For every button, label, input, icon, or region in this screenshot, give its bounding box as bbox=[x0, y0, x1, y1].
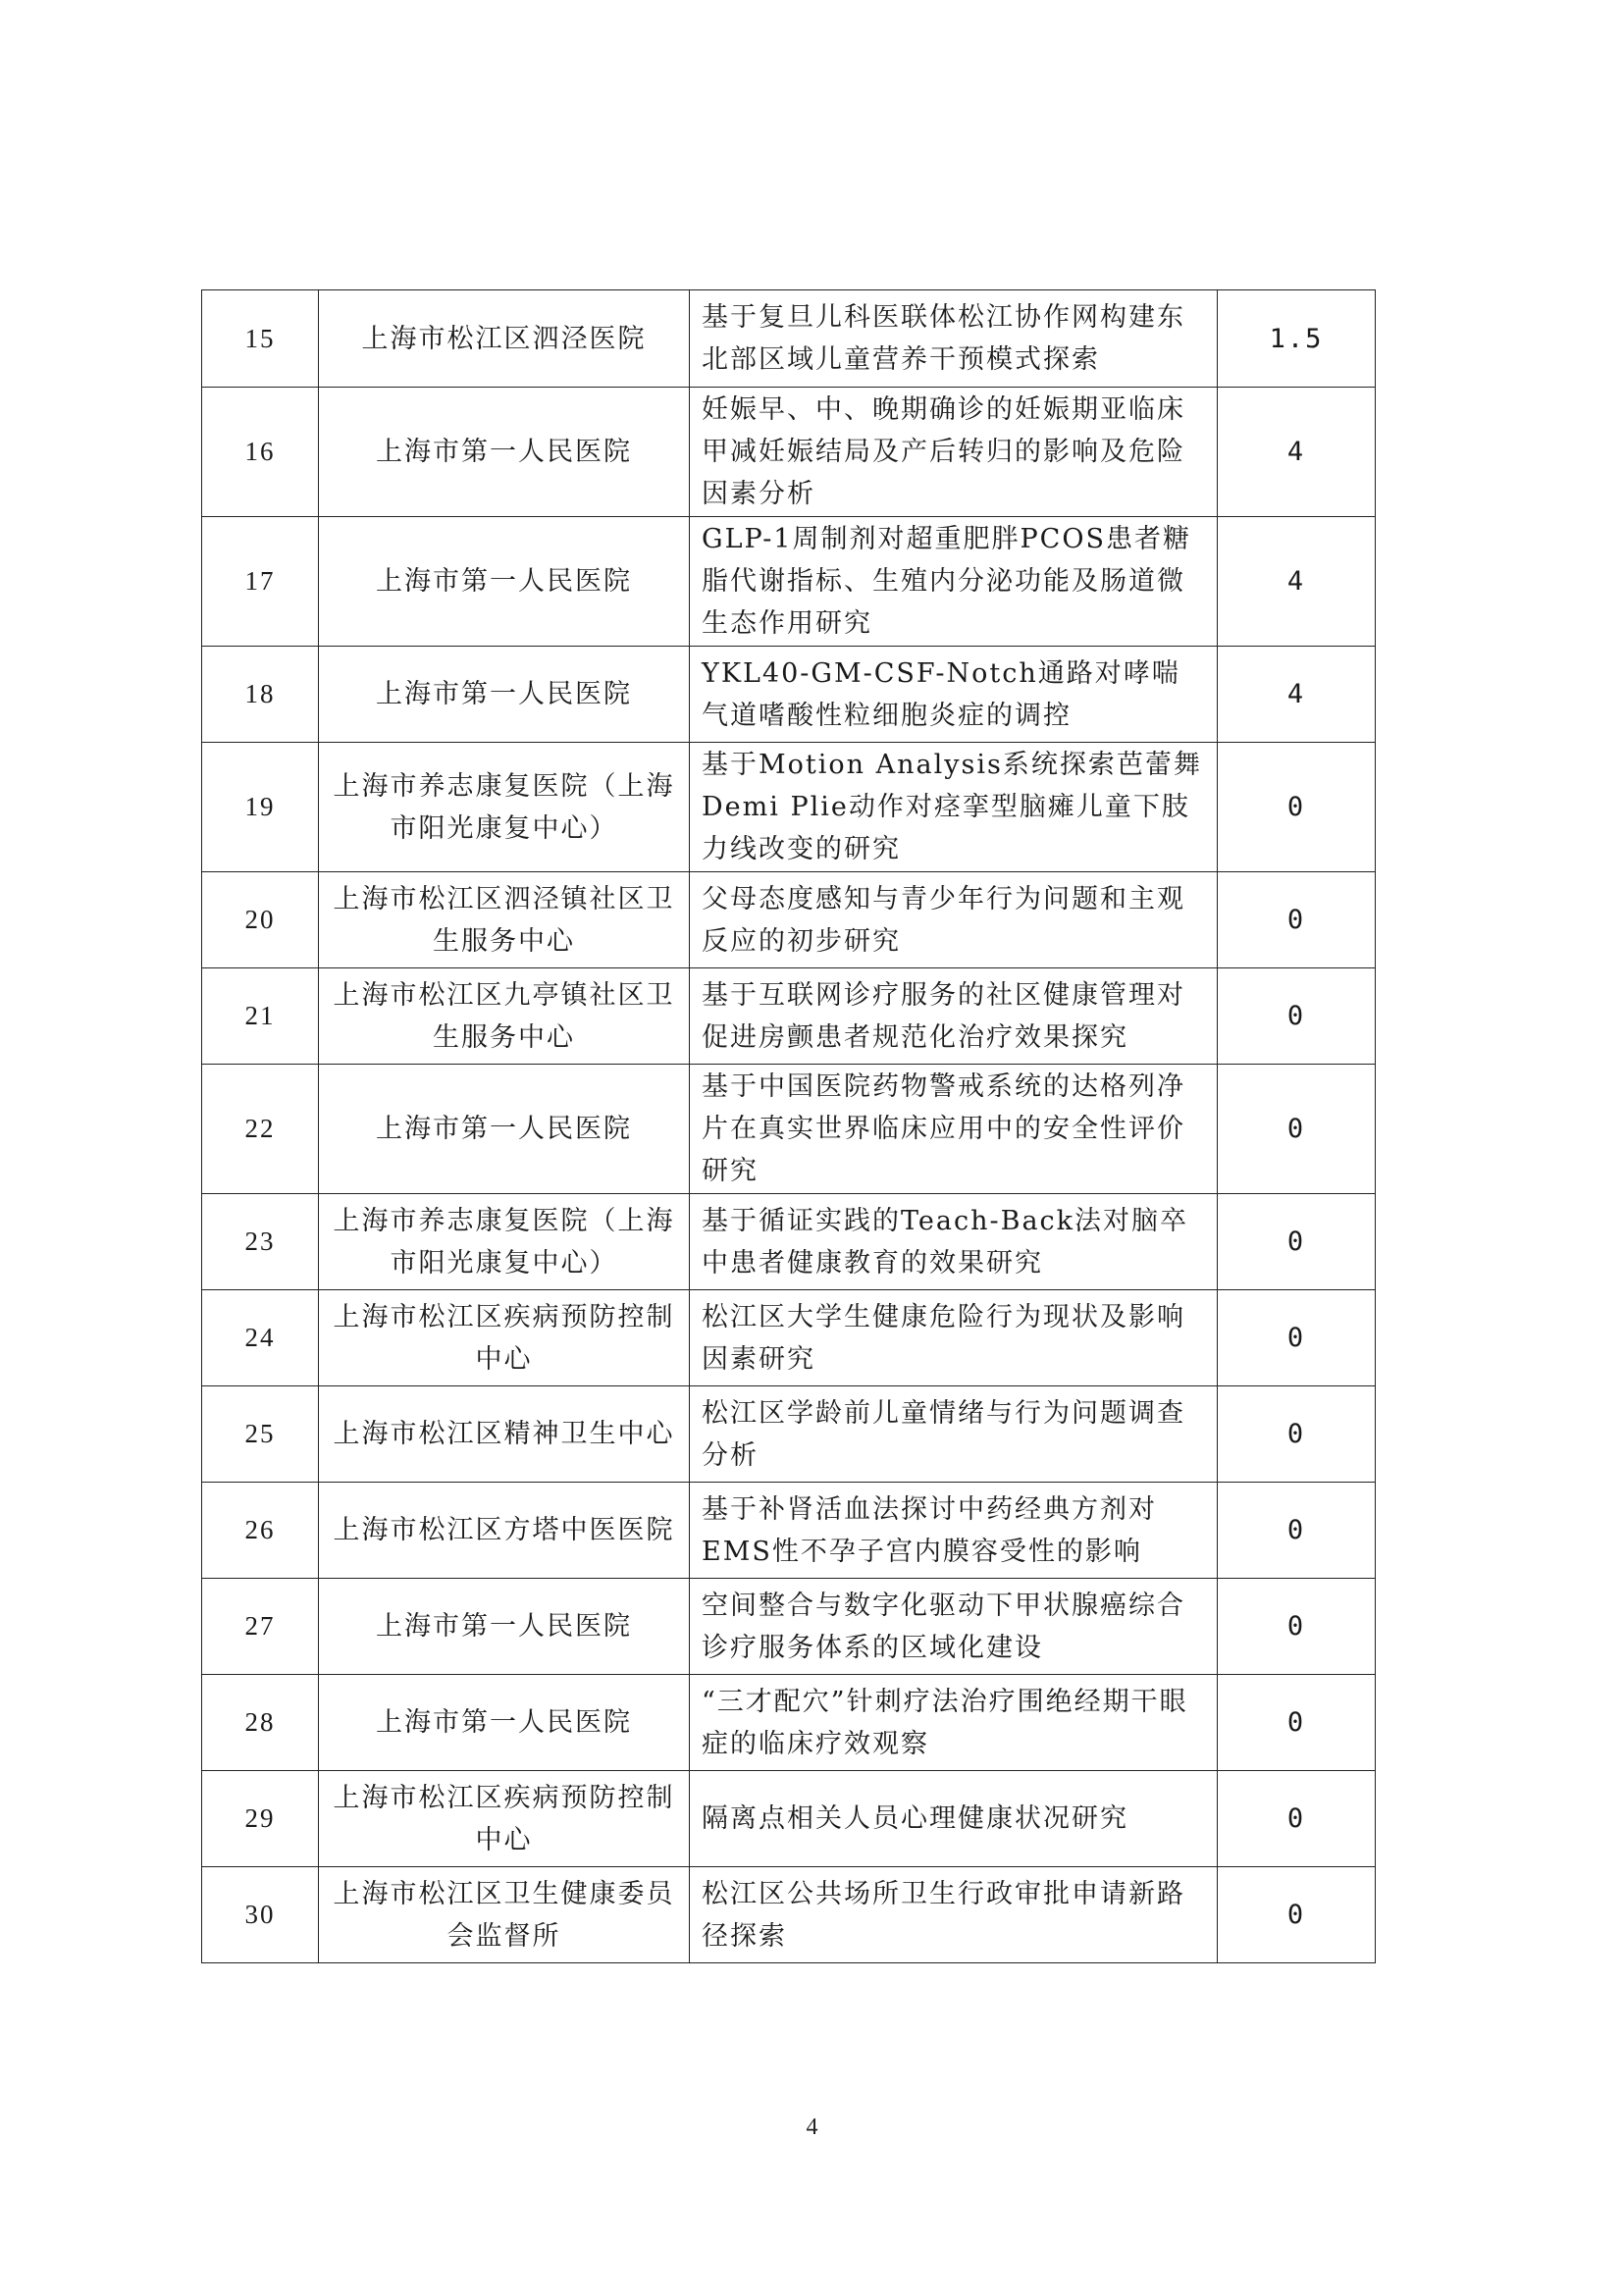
topic-cell: 隔离点相关人员心理健康状况研究 bbox=[690, 1771, 1218, 1867]
table-row bbox=[202, 1675, 1376, 1771]
funding-cell: 0 bbox=[1218, 872, 1376, 968]
unit-cell: 上海市养志康复医院（上海市阳光康复中心） bbox=[319, 743, 690, 872]
funding-cell: 0 bbox=[1218, 1771, 1376, 1867]
unit-cell: 上海市松江区方塔中医医院 bbox=[319, 1483, 690, 1579]
row-number: 15 bbox=[202, 290, 319, 388]
row-number: 29 bbox=[202, 1771, 319, 1867]
topic-cell: YKL40-GM-CSF-Notch通路对哮喘气道嗜酸性粒细胞炎症的调控 bbox=[690, 647, 1218, 743]
topic-cell: 松江区公共场所卫生行政审批申请新路径探索 bbox=[690, 1867, 1218, 1963]
table-row bbox=[202, 647, 1376, 743]
page-number: 4 bbox=[806, 2114, 818, 2140]
row-number: 23 bbox=[202, 1194, 319, 1290]
funding-cell: 0 bbox=[1218, 1290, 1376, 1386]
table-row bbox=[202, 388, 1376, 517]
row-number: 26 bbox=[202, 1483, 319, 1579]
row-number: 16 bbox=[202, 388, 319, 517]
topic-cell: 基于补肾活血法探讨中药经典方剂对EMS性不孕子宫内膜容受性的影响 bbox=[690, 1483, 1218, 1579]
row-number: 17 bbox=[202, 517, 319, 647]
unit-cell: 上海市松江区疾病预防控制中心 bbox=[319, 1290, 690, 1386]
row-number: 27 bbox=[202, 1579, 319, 1675]
topic-cell: “三才配穴”针刺疗法治疗围绝经期干眼症的临床疗效观察 bbox=[690, 1675, 1218, 1771]
funding-cell: 4 bbox=[1218, 517, 1376, 647]
table-row bbox=[202, 290, 1376, 388]
table-row bbox=[202, 968, 1376, 1065]
table-row bbox=[202, 1386, 1376, 1483]
funding-cell: 0 bbox=[1218, 1867, 1376, 1963]
table-row bbox=[202, 517, 1376, 647]
funding-cell: 0 bbox=[1218, 1579, 1376, 1675]
unit-cell: 上海市松江区卫生健康委员会监督所 bbox=[319, 1867, 690, 1963]
row-number: 20 bbox=[202, 872, 319, 968]
table-row bbox=[202, 1194, 1376, 1290]
row-number: 28 bbox=[202, 1675, 319, 1771]
table-row bbox=[202, 743, 1376, 872]
row-number: 21 bbox=[202, 968, 319, 1065]
table-row bbox=[202, 1771, 1376, 1867]
row-number: 18 bbox=[202, 647, 319, 743]
unit-cell: 上海市松江区泗泾医院 bbox=[319, 290, 690, 388]
funding-cell: 0 bbox=[1218, 1675, 1376, 1771]
funding-cell: 0 bbox=[1218, 743, 1376, 872]
table-row bbox=[202, 1290, 1376, 1386]
funding-cell: 0 bbox=[1218, 968, 1376, 1065]
row-number: 22 bbox=[202, 1065, 319, 1194]
table-row bbox=[202, 1483, 1376, 1579]
topic-cell: GLP-1周制剂对超重肥胖PCOS患者糖脂代谢指标、生殖内分泌功能及肠道微生态作用研究 bbox=[690, 517, 1218, 647]
unit-cell: 上海市第一人民医院 bbox=[319, 1579, 690, 1675]
topic-cell: 基于复旦儿科医联体松江协作网构建东北部区域儿童营养干预模式探索 bbox=[690, 290, 1218, 388]
topic-cell: 基于Motion Analysis系统探索芭蕾舞Demi Plie动作对痉挛型脑瘫儿童下肢力线改变的研究 bbox=[690, 743, 1218, 872]
unit-cell: 上海市第一人民医院 bbox=[319, 388, 690, 517]
topic-cell: 父母态度感知与青少年行为问题和主观反应的初步研究 bbox=[690, 872, 1218, 968]
topic-cell: 基于循证实践的Teach-Back法对脑卒中患者健康教育的效果研究 bbox=[690, 1194, 1218, 1290]
unit-cell: 上海市第一人民医院 bbox=[319, 647, 690, 743]
unit-cell: 上海市第一人民医院 bbox=[319, 517, 690, 647]
funding-cell: 0 bbox=[1218, 1065, 1376, 1194]
table-row bbox=[202, 1579, 1376, 1675]
table-row bbox=[202, 1867, 1376, 1963]
unit-cell: 上海市第一人民医院 bbox=[319, 1065, 690, 1194]
topic-cell: 基于中国医院药物警戒系统的达格列净片在真实世界临床应用中的安全性评价研究 bbox=[690, 1065, 1218, 1194]
row-number: 30 bbox=[202, 1867, 319, 1963]
row-number: 24 bbox=[202, 1290, 319, 1386]
row-number: 19 bbox=[202, 743, 319, 872]
funding-cell: 0 bbox=[1218, 1386, 1376, 1483]
project-table bbox=[201, 289, 1376, 1963]
topic-cell: 基于互联网诊疗服务的社区健康管理对促进房颤患者规范化治疗效果探究 bbox=[690, 968, 1218, 1065]
funding-cell: 1.5 bbox=[1218, 290, 1376, 388]
unit-cell: 上海市松江区疾病预防控制中心 bbox=[319, 1771, 690, 1867]
funding-cell: 4 bbox=[1218, 647, 1376, 743]
table-row bbox=[202, 1065, 1376, 1194]
unit-cell: 上海市松江区九亭镇社区卫生服务中心 bbox=[319, 968, 690, 1065]
unit-cell: 上海市松江区泗泾镇社区卫生服务中心 bbox=[319, 872, 690, 968]
funding-cell: 0 bbox=[1218, 1194, 1376, 1290]
topic-cell: 松江区学龄前儿童情绪与行为问题调查分析 bbox=[690, 1386, 1218, 1483]
table-row bbox=[202, 872, 1376, 968]
topic-cell: 松江区大学生健康危险行为现状及影响因素研究 bbox=[690, 1290, 1218, 1386]
topic-cell: 妊娠早、中、晚期确诊的妊娠期亚临床甲减妊娠结局及产后转归的影响及危险因素分析 bbox=[690, 388, 1218, 517]
unit-cell: 上海市松江区精神卫生中心 bbox=[319, 1386, 690, 1483]
topic-cell: 空间整合与数字化驱动下甲状腺癌综合诊疗服务体系的区域化建设 bbox=[690, 1579, 1218, 1675]
funding-cell: 4 bbox=[1218, 388, 1376, 517]
funding-cell: 0 bbox=[1218, 1483, 1376, 1579]
row-number: 25 bbox=[202, 1386, 319, 1483]
unit-cell: 上海市养志康复医院（上海市阳光康复中心） bbox=[319, 1194, 690, 1290]
unit-cell: 上海市第一人民医院 bbox=[319, 1675, 690, 1771]
